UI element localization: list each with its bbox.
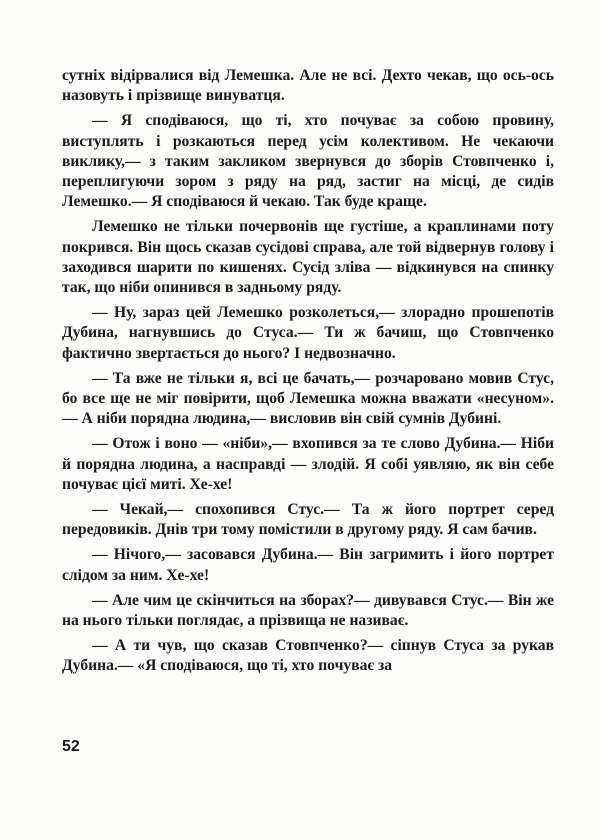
paragraph-6: — Отож і воно — «ніби»,— вхопився за те слово Дубина.— Ніби й порядна людина, а насправді — злодій. Я собі уявляю, як він себе почуває цієї миті. Хе-хе! bbox=[62, 435, 554, 493]
page-number: 52 bbox=[62, 738, 80, 755]
paragraph-7: — Чекай,— спохопився Стус.— Та ж його портрет серед передовиків. Днів три тому помістили в другому ряду. Я сам бачив. bbox=[62, 501, 554, 539]
paragraph-10: — А ти чув, що сказав Стовпченко?— сіпнув Стуса за рукав Дубина.— «Я сподіваюся, що ті, хто почуває за bbox=[62, 637, 554, 675]
paragraph-1: сутніх відірвалися від Лемешка. Але не всі. Дехто чекав, що ось-ось назовуть і прізвище винуватця. bbox=[62, 67, 554, 105]
paragraph-2: — Я сподіваюся, що ті, хто почуває за собою провину, виступлять і розкаються перед усім колективом. Не чекаючи виклику,— з таким закликом звернувся до зборів Стовпченко і, переплигуючи зором з ряду на ряд, застиг на місці, де сидів Лемешко.— Я сподіваюся й чекаю. Так буде краще. bbox=[62, 112, 554, 211]
paragraph-5: — Та вже не тільки я, всі це бачать,— розчаровано мовив Стус, бо все ще не міг повірити, щоб Лемешка можна вважати «несуном».— А ніби порядна людина,— висловив він свій сумнів Дубині. bbox=[62, 369, 554, 428]
paragraph-4: — Ну, зараз цей Лемешко розколеться,— злорадно прошепотів Дубина, нагнувшись до Стуса.— Ти ж бачиш, що Стовпченко фактично звертається до нього? І недвозначно. bbox=[62, 304, 554, 362]
paragraph-3: Лемешко не тільки почервонів ще густіше, а краплинами поту покрився. Він щось сказав сусідові справа, але той відвернув голову і заходився шарити по кишенях. Сусід зліва — відкинувся на спинку так, що ніби опинився в задньому ряду. bbox=[62, 218, 554, 297]
paragraph-8: — Нічого,— засовався Дубина.— Він загримить і його портрет слідом за ним. Хе-хе! bbox=[62, 546, 554, 584]
body-text bbox=[62, 66, 554, 682]
paragraph-9: — Але чим це скінчиться на зборах?— дивувався Стус.— Він же на нього тільки поглядає, а прізвища не називає. bbox=[62, 591, 554, 630]
